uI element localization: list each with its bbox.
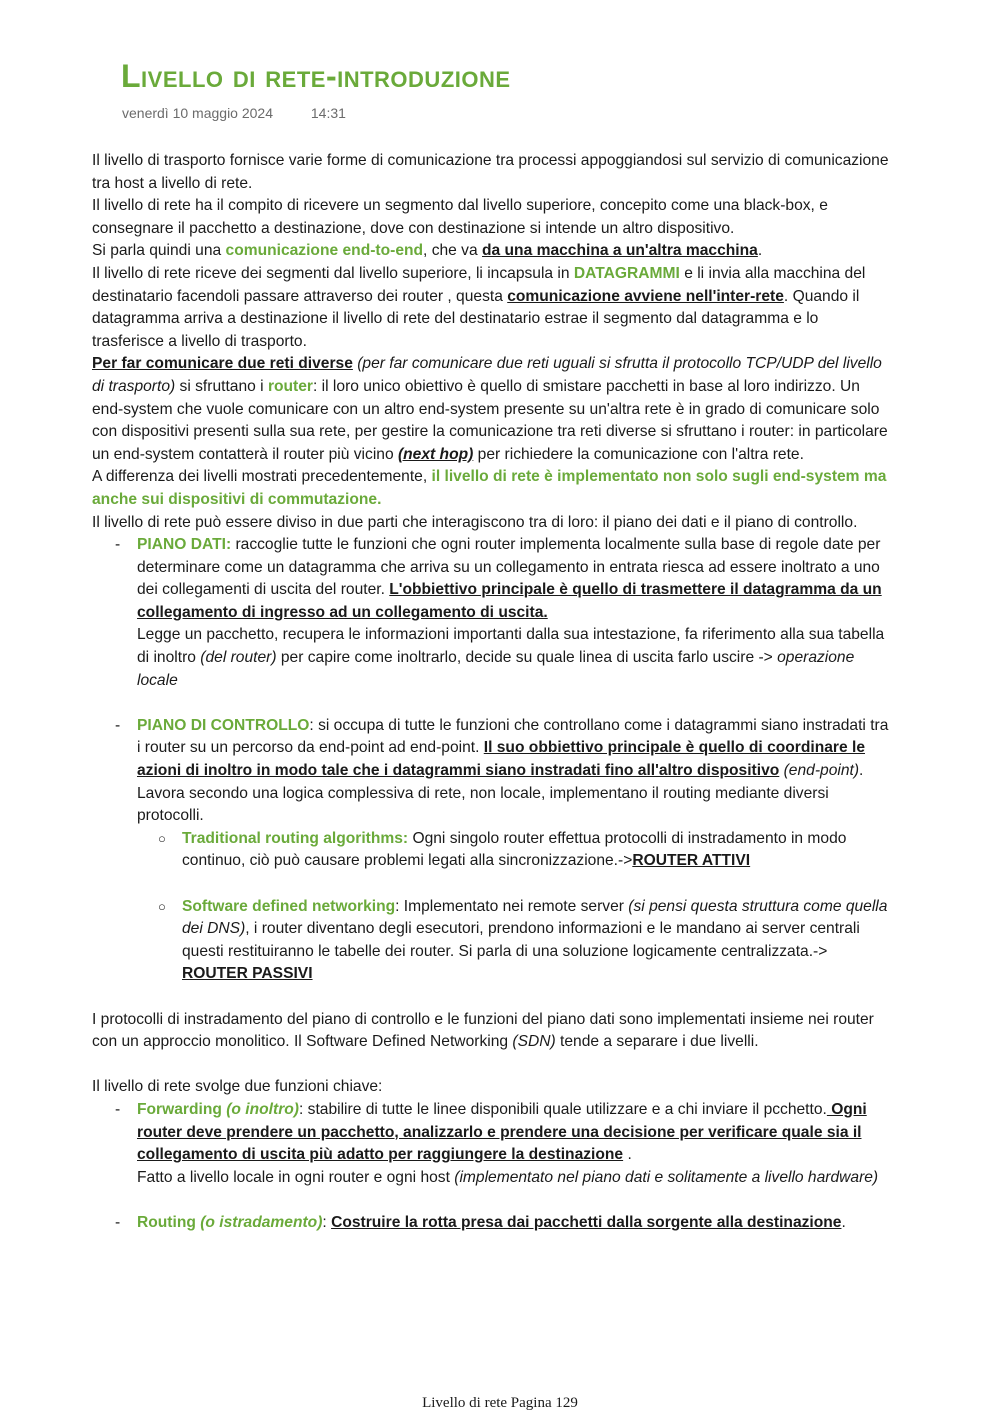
label-piano-controllo: PIANO DI CONTROLLO [137, 716, 310, 734]
label-sdn: Software defined networking [182, 897, 396, 915]
highlight-end-to-end: comunicazione end-to-end [225, 242, 424, 260]
list-item-piano-controllo: - PIANO DI CONTROLLO: si occupa di tutte le funzioni che controllano come i datagrammi siano instradati tra i router su un percorso da end-point ad end-point. Il suo obbiettivo principale è quello di coordinare le azioni di inoltro in modo tale che i datagrammi siano instradati fino all'altro dispositivo (end-point). Lavora secondo una logica complessiva di rete, non locale, implementano il routing mediante diversi protocolli. [115, 716, 889, 825]
highlight-implementation: il livello di rete è implementato non solo sugli end-system ma anche sui dispositivi di commutazione. [92, 468, 887, 508]
label-forwarding: Forwarding [137, 1100, 222, 1118]
page-footer: Livello di rete Pagina 129 [422, 1395, 578, 1411]
note-body [92, 150, 892, 1235]
emphasis-router-passivi: ROUTER PASSIVI [182, 965, 313, 983]
paragraph-implementation: A differenza dei livelli mostrati precedentemente, il livello di rete è implementato non solo sugli end-system ma anche sui dispositivi di commutazione. [92, 468, 887, 508]
emphasis-obiettivo-dati: L'obbiettivo principale è quello di trasmettere il datagramma da un collegamento di ingresso ad un collegamento di uscita. [137, 581, 882, 621]
circle-bullet: ○ [158, 830, 166, 846]
highlight-router: router [267, 377, 313, 395]
paragraph-end-to-end: Si parla quindi una comunicazione end-to-end, che va da una macchina a un'altra macchina. [92, 242, 763, 260]
page-title: Livello di rete-introduzione [121, 58, 511, 94]
dash-bullet: - [115, 536, 121, 554]
list-item-routing: - Routing (o istradamento): Costruire la rotta presa dai pacchetti dalla sorgente alla destinazione. [92, 1212, 892, 1235]
paragraph-transport: Il livello di trasporto fornisce varie forme di comunicazione tra processi appoggiandosi sul servizio di comunicazione tra host a livello di rete. [92, 152, 889, 192]
circle-bullet: ○ [158, 898, 166, 914]
emphasis-next-hop: (next hop) [397, 445, 474, 463]
list-item-forwarding: - Forwarding (o inoltro): stabilire di tutte le linee disponibili quale utilizzare e a chi inviare il pcchetto. Ogni router deve prendere un pacchetto, analizzarlo e prendere una decisione per verificare quale sia il collegamento di uscita più adatto per raggiungere la destinazione . Fatto a livello locale in ogni router e ogni host (implementato nel piano dati e solitamente a livello hardware) [115, 1100, 879, 1186]
sublist-item-sdn: ○ Software defined networking: Implementato nei remote server (si pensi questa struttura come quella dei DNS), i router diventano degli esecutori, prendono informazioni e le mandano ai server centrali questi restituiranno le tabelle dei router. Si parla di una soluzione logicamente centralizzata.-> ROUTER PASSIVI [158, 897, 888, 983]
dash-bullet: - [115, 1213, 121, 1231]
label-piano-dati: PIANO DATI: [137, 536, 232, 554]
label-routing: Routing [137, 1213, 196, 1231]
paragraph-key-functions: Il livello di rete svolge due funzioni chiave: [92, 1078, 383, 1096]
sublist-item-traditional: ○ Traditional routing algorithms: Ogni singolo router effettua protocolli di instradamento in modo continuo, ciò può causare problemi legati alla sincronizzazione.->ROUTER ATTIVI [158, 829, 847, 870]
emphasis-routing: Costruire la rotta presa dai pacchetti dalla sorgente alla destinazione [331, 1213, 842, 1231]
emphasis-obiettivo-controllo: Il suo obbiettivo principale è quello di coordinare le azioni di inoltro in modo tale che i datagrammi siano instradati fino all'altro dispositivo [137, 739, 865, 780]
emphasis-router-attivi: ROUTER ATTIVI [632, 852, 751, 870]
list-item-piano-dati: - PIANO DATI: raccoglie tutte le funzioni che ogni router implementa localmente sulla base di regole date per determinare come un datagramma che arriva su un collegamento in entrata riesca ad essere inoltrato a uno dei collegamenti di uscita del router. L'obbiettivo principale è quello di trasmettere il datagramma da un collegamento di ingresso ad un collegamento di uscita. Legge un pacchetto, recupera le informazioni importanti dalla sua intestazione, fa riferimento alla sua tabella di inoltro (del router) per capire come inoltrarlo, decide su quale linea di uscita farlo uscire -> operazione locale [115, 536, 885, 689]
dash-bullet: - [115, 1100, 121, 1118]
note-meta [122, 105, 346, 121]
dash-bullet: - [115, 716, 121, 734]
paragraph-datagrams: Il livello di rete riceve dei segmenti dal livello superiore, li incapsula in DATAGRAMMI e li invia alla macchina del destinatario facendoli passare attraverso dei router , questa comunicazione avviene nell'inter-rete. Quando il datagramma arriva a destinazione il livello di rete del destinatario estrae il segmento dal datagramma e lo trasferisce a livello di trasporto. [92, 264, 866, 350]
paragraph-network-role: Il livello di rete ha il compito di ricevere un segmento dal livello superiore, concepito come una black-box, e consegnare il pacchetto a destinazione, dove con destinazione si intende un altro dispositivo. [92, 197, 828, 237]
note-date: venerdì 10 maggio 2024 [122, 105, 273, 121]
emphasis-inter-rete: comunicazione avviene nell'inter-rete [507, 287, 784, 305]
emphasis-forwarding: Ogni router deve prendere un pacchetto, analizzarlo e prendere una decisione per verificare quale sia il collegamento di uscita più adatto per raggiungere la destinazione [137, 1100, 867, 1164]
emphasis-reti-diverse: Per far comunicare due reti diverse [92, 355, 353, 373]
label-traditional: Traditional routing algorithms: [182, 829, 409, 847]
emphasis-machine: da una macchina a un'altra macchina [482, 242, 758, 260]
paragraph-router: Per far comunicare due reti diverse (per far comunicare due reti uguali si sfrutta il protocollo TCP/UDP del livello di trasporto) si sfruttano i router: il loro unico obiettivo è quello di smistare pacchetti in base al loro indirizzo. Un end-system che vuole comunicare con un altro end-system presente su un'altra rete è in grado di comunicare solo con dispositivi presenti sulla sua rete, per gestire la comunicazione tra reti diverse si sfruttano i router: in particolare un end-system contatterà il router più vicino (next hop) per richiedere la comunicazione con l'altra rete. [92, 355, 888, 463]
highlight-datagrammi: DATAGRAMMI [573, 264, 680, 282]
paragraph-monolithic: I protocolli di instradamento del piano di controllo e le funzioni del piano dati sono implementati insieme nei router con un approccio monolitico. Il Software Defined Networking (SDN) tende a separare i due livelli. [92, 1010, 874, 1051]
note-time: 14:31 [310, 105, 346, 121]
paragraph-two-planes: Il livello di rete può essere diviso in due parti che interagiscono tra di loro: il piano dei dati e il piano di controllo. [92, 513, 858, 531]
